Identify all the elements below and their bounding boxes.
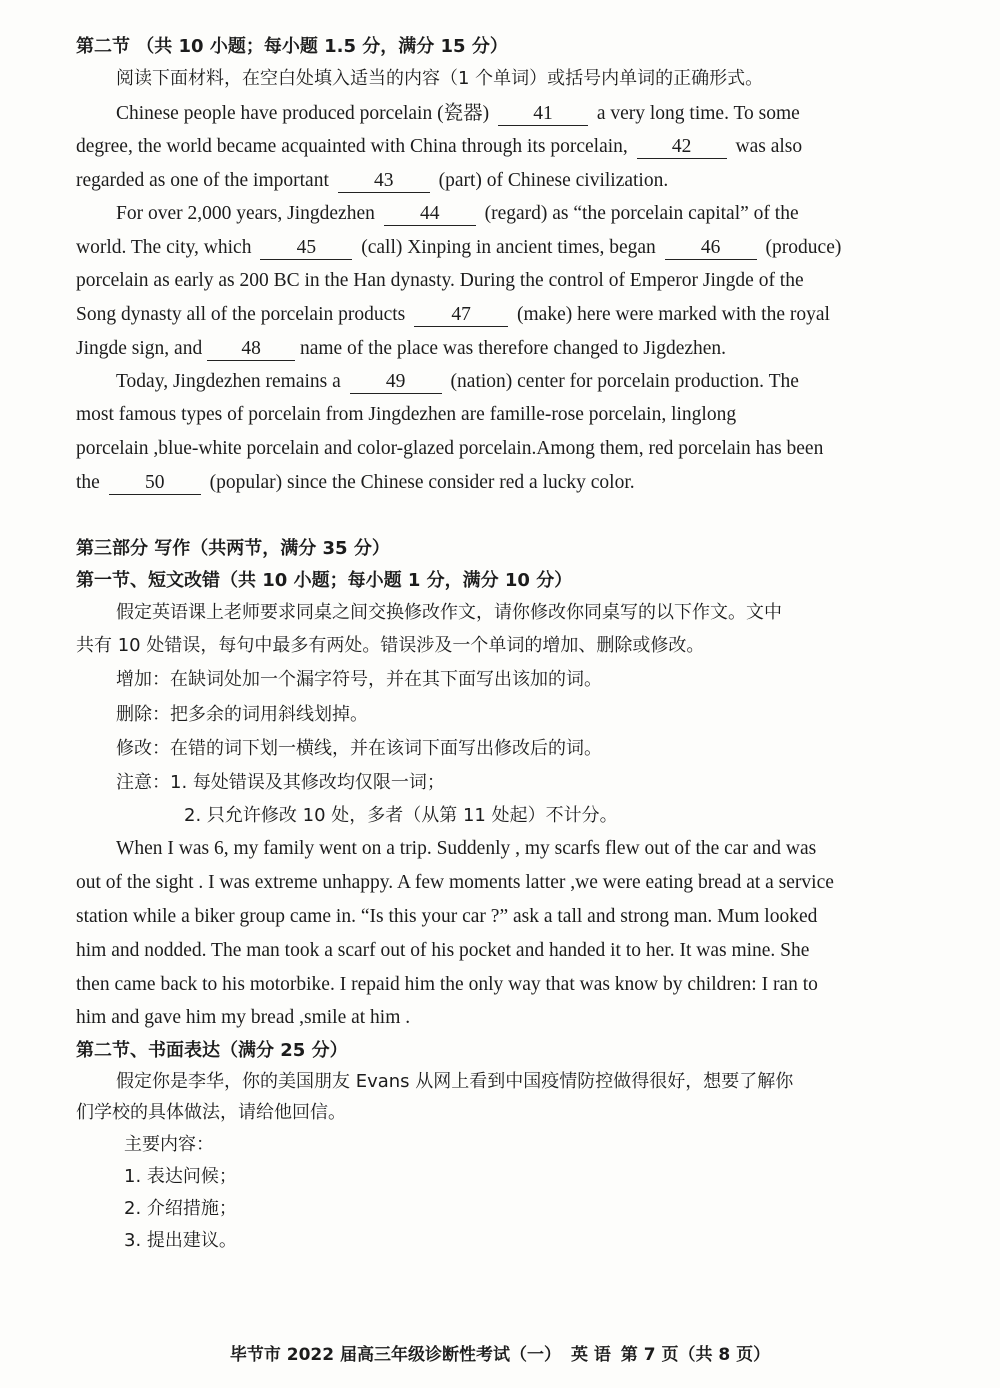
blank-44: 44 <box>384 203 476 226</box>
passage-line: most famous types of porcelain from Jingdezhen are famille-rose porcelain, linglong <box>76 404 737 425</box>
blank-48: 48 <box>207 338 295 361</box>
essay-line: him and nodded. The man took a scarf out of his pocket and handed it to her. It was mine. She <box>76 940 810 961</box>
note-1: 注意：1. 每处错误及其修改均仅限一词； <box>116 772 445 793</box>
footer-exam-title: 毕节市 2022 届高三年级诊断性考试（一） <box>229 1345 562 1365</box>
essay-line: him and gave him my bread ,smile at him . <box>76 1007 411 1028</box>
passage-line: degree, the world became acquainted with China through its porcelain, 42 was also <box>76 136 803 157</box>
rule-delete: 删除：把多余的词用斜线划掉。 <box>116 704 368 725</box>
note-2: 2. 只允许修改 10 处，多者（从第 11 处起）不计分。 <box>184 805 618 826</box>
part-3-heading: 第三部分 写作（共两节，满分 35 分） <box>76 538 390 559</box>
page-footer <box>0 1340 1000 1365</box>
passage-line: Jingde sign, and 48 name of the place was therefore changed to Jigdezhen. <box>76 338 727 359</box>
passage-line: porcelain ,blue-white porcelain and color-glazed porcelain.Among them, red porcelain has been <box>76 438 824 459</box>
blank-49: 49 <box>350 371 442 394</box>
footer-subject: 英 语 <box>570 1345 611 1365</box>
blank-46: 46 <box>665 237 757 260</box>
essay-line: When I was 6, my family went on a trip. Suddenly , my scarfs flew out of the car and was <box>116 838 817 859</box>
blank-43: 43 <box>338 170 430 193</box>
blank-47: 47 <box>414 304 508 327</box>
content-point: 1. 表达问候； <box>124 1166 237 1187</box>
passage-line: Chinese people have produced porcelain (瓷器) 41 a very long time. To some <box>116 103 800 124</box>
error-correction-intro: 假定英语课上老师要求同桌之间交换修改作文，请你修改你同桌写的以下作文。文中 <box>116 602 782 623</box>
error-correction-heading: 第一节、短文改错（共 10 小题；每小题 1 分，满分 10 分） <box>76 570 573 591</box>
section-2-heading: 第二节 （共 10 小题；每小题 1.5 分，满分 15 分） <box>76 36 508 57</box>
passage-line: regarded as one of the important 43 (part) of Chinese civilization. <box>76 170 669 191</box>
written-expression-heading: 第二节、书面表达（满分 25 分） <box>76 1040 348 1061</box>
rule-add: 增加：在缺词处加一个漏字符号，并在其下面写出该加的词。 <box>116 669 602 690</box>
footer-page-number: 第 7 页（共 8 页） <box>620 1345 771 1365</box>
rule-modify: 修改：在错的词下划一横线，并在该词下面写出修改后的词。 <box>116 738 602 759</box>
blank-41: 41 <box>498 103 588 126</box>
passage-line: For over 2,000 years, Jingdezhen 44 (regard) as “the porcelain capital” of the <box>116 203 799 224</box>
error-correction-intro: 共有 10 处错误，每句中最多有两处。错误涉及一个单词的增加、删除或修改。 <box>76 635 705 656</box>
blank-45: 45 <box>260 237 352 260</box>
essay-line: out of the sight . I was extreme unhappy. A few moments latter ,we were eating bread at a service <box>76 872 834 893</box>
content-point: 2. 介绍措施； <box>124 1198 237 1219</box>
passage-line: Song dynasty all of the porcelain products 47 (make) here were marked with the royal <box>76 304 830 325</box>
section-2-instruction: 阅读下面材料，在空白处填入适当的内容（1 个单词）或括号内单词的正确形式。 <box>116 68 764 89</box>
written-expression-intro: 假定你是李华，你的美国朋友 Evans 从网上看到中国疫情防控做得很好，想要了解你 <box>116 1071 794 1092</box>
passage-line: porcelain as early as 200 BC in the Han dynasty. During the control of Emperor Jingde of the <box>76 270 804 291</box>
passage-line: the 50 (popular) since the Chinese consider red a lucky color. <box>76 472 635 493</box>
essay-line: station while a biker group came in. “Is this your car ?” ask a tall and strong man. Mum looked <box>76 906 818 927</box>
content-point: 3. 提出建议。 <box>124 1230 237 1251</box>
main-content-label: 主要内容： <box>124 1134 214 1155</box>
passage-line: world. The city, which 45 (call) Xinping in ancient times, began 46 (produce) <box>76 237 842 258</box>
blank-50: 50 <box>109 472 201 495</box>
blank-42: 42 <box>637 136 727 159</box>
written-expression-intro: 们学校的具体做法，请给他回信。 <box>76 1102 346 1123</box>
passage-line: Today, Jingdezhen remains a 49 (nation) center for porcelain production. The <box>116 371 799 392</box>
essay-line: then came back to his motorbike. I repaid him the only way that was know by children: I ran to <box>76 974 818 995</box>
